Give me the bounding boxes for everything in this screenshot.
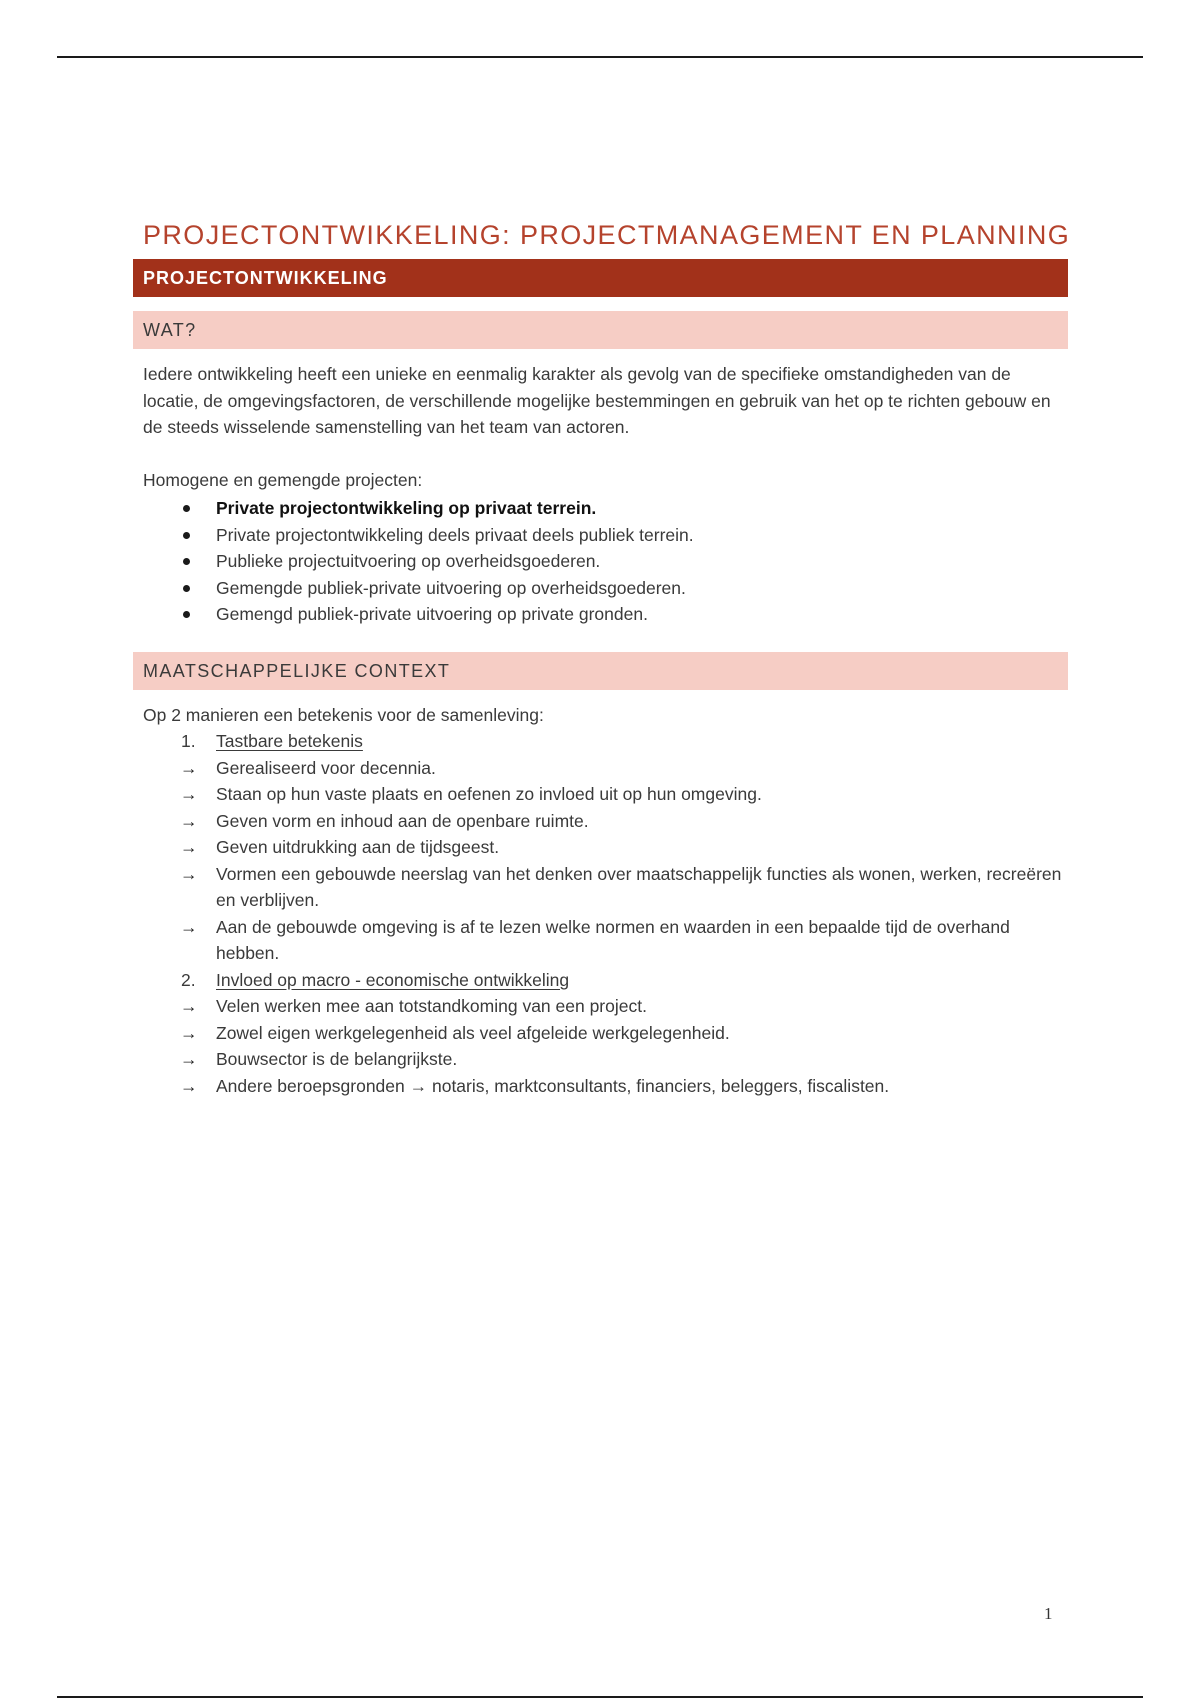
list-item: Gemengd publiek-private uitvoering op private gronden. bbox=[143, 601, 1068, 628]
context-intro: Op 2 manieren een betekenis voor de samenleving: bbox=[143, 704, 544, 725]
arrow-icon: → bbox=[180, 837, 198, 857]
arrow-point-text: Geven uitdrukking aan de tijdsgeest. bbox=[216, 837, 500, 857]
numbered-item bbox=[143, 967, 1068, 994]
arrow-icon: → bbox=[180, 1049, 198, 1069]
arrow-icon: → bbox=[180, 863, 198, 884]
arrow-point bbox=[143, 1020, 1068, 1047]
arrow-icon: → bbox=[180, 1075, 198, 1096]
context-section bbox=[133, 702, 1068, 1100]
list-intro: Homogene en gemengde projecten: bbox=[143, 469, 423, 490]
subheading-context: MAATSCHAPPELIJKE CONTEXT bbox=[133, 652, 1068, 690]
arrow-icon: → bbox=[180, 757, 198, 778]
item-number: 2. bbox=[181, 969, 196, 990]
arrow-point bbox=[143, 808, 1068, 835]
wat-section bbox=[133, 361, 1068, 628]
item-title: Invloed op macro - economische ontwikkeling bbox=[216, 969, 570, 990]
page-number: 1 bbox=[1044, 1604, 1053, 1623]
arrow-icon: → bbox=[180, 810, 198, 831]
arrow-icon: → bbox=[180, 996, 198, 1016]
arrow-point-text: Bouwsector is de belangrijkste. bbox=[216, 1049, 458, 1069]
arrow-point-text: Zowel eigen werkgelegenheid als veel afgeleide werkgelegenheid. bbox=[216, 1022, 730, 1043]
arrow-point bbox=[143, 1046, 1068, 1073]
arrow-point-text: Vormen een gebouwde neerslag van het denken over maatschappelijk functies als wonen, werken, recreëren en verblijven. bbox=[216, 863, 1062, 910]
arrow-icon: → bbox=[180, 1022, 198, 1043]
document-body bbox=[133, 200, 1071, 1099]
numbered-item bbox=[143, 728, 1068, 755]
item-title: Tastbare betekenis bbox=[216, 731, 363, 751]
list-item: Publieke projectuitvoering op overheidsgoederen. bbox=[143, 548, 1068, 575]
arrow-point-text: Geven vorm en inhoud aan de openbare ruimte. bbox=[216, 810, 589, 831]
document-title: PROJECTONTWIKKELING: PROJECTMANAGEMENT EN PLANNING bbox=[143, 220, 1071, 250]
arrow-point-text: Velen werken mee aan totstandkoming van een project. bbox=[216, 996, 647, 1016]
list-item: Gemengde publiek-private uitvoering op overheidsgoederen. bbox=[143, 575, 1068, 602]
subheading-wat: WAT? bbox=[133, 311, 1068, 349]
arrow-point bbox=[143, 861, 1068, 914]
arrow-icon: → bbox=[180, 784, 198, 804]
arrow-point bbox=[143, 1073, 1068, 1100]
arrow-point-text: Staan op hun vaste plaats en oefenen zo invloed uit op hun omgeving. bbox=[216, 784, 762, 804]
top-rule bbox=[57, 56, 1143, 58]
wat-paragraph: Iedere ontwikkeling heeft een unieke en eenmalig karakter als gevolg van de specifieke omstandigheden van de locatie, de omgevingsfactoren, de verschillende mogelijke bestemmingen en gebruik van het op te richten gebouw en de steeds wisselende samenstelling van het team van actoren. bbox=[143, 364, 1051, 437]
arrow-point-text: Andere beroepsgronden → notaris, marktconsultants, financiers, beleggers, fiscalisten. bbox=[216, 1075, 890, 1096]
arrow-point bbox=[143, 914, 1068, 967]
arrow-point-text: Gerealiseerd voor decennia. bbox=[216, 757, 436, 778]
arrow-point bbox=[143, 781, 1068, 808]
bottom-rule bbox=[57, 1696, 1143, 1698]
section-heading: PROJECTONTWIKKELING bbox=[133, 259, 1068, 297]
arrow-point bbox=[143, 834, 1068, 861]
arrow-point-text: Aan de gebouwde omgeving is af te lezen welke normen en waarden in een bepaalde tijd de overhand hebben. bbox=[216, 916, 1010, 963]
item-number: 1. bbox=[181, 731, 196, 751]
project-types-list bbox=[143, 495, 1068, 628]
arrow-point bbox=[143, 755, 1068, 782]
arrow-point bbox=[143, 993, 1068, 1020]
arrow-icon: → bbox=[180, 916, 198, 937]
list-item: Private projectontwikkeling deels privaat deels publiek terrein. bbox=[143, 522, 1068, 549]
list-item: Private projectontwikkeling op privaat terrein. bbox=[143, 495, 1068, 522]
